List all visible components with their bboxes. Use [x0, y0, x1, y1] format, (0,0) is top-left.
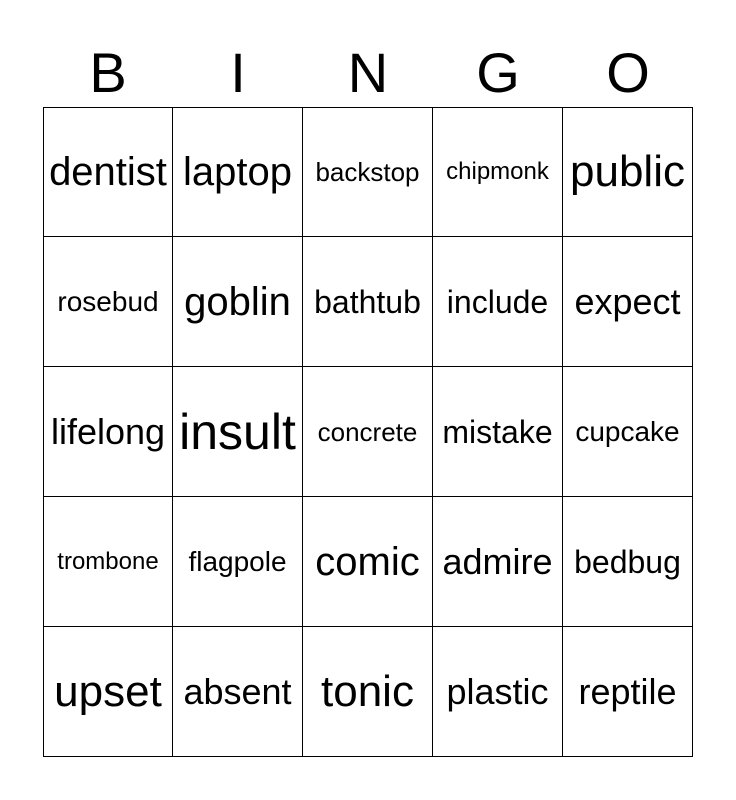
bingo-cell[interactable]: admire	[433, 497, 563, 627]
bingo-cell[interactable]: chipmonk	[433, 107, 563, 237]
bingo-cell[interactable]: rosebud	[43, 237, 173, 367]
bingo-cell[interactable]: comic	[303, 497, 433, 627]
bingo-board	[43, 107, 693, 757]
bingo-cell[interactable]: flagpole	[173, 497, 303, 627]
bingo-cell[interactable]: expect	[563, 237, 693, 367]
bingo-cell[interactable]: mistake	[433, 367, 563, 497]
bingo-cell[interactable]: concrete	[303, 367, 433, 497]
bingo-cell[interactable]: bathtub	[303, 237, 433, 367]
bingo-cell[interactable]: bedbug	[563, 497, 693, 627]
bingo-cell[interactable]: laptop	[173, 107, 303, 237]
bingo-cell[interactable]: absent	[173, 627, 303, 757]
bingo-cell[interactable]: tonic	[303, 627, 433, 757]
bingo-cell[interactable]: goblin	[173, 237, 303, 367]
bingo-cell[interactable]: plastic	[433, 627, 563, 757]
header-letter-o: O	[606, 41, 650, 104]
header-letter-i: I	[230, 41, 246, 104]
header-letter-b: B	[89, 41, 127, 104]
bingo-cell[interactable]: include	[433, 237, 563, 367]
bingo-cell[interactable]: backstop	[303, 107, 433, 237]
bingo-cell[interactable]: public	[563, 107, 693, 237]
bingo-cell[interactable]: upset	[43, 627, 173, 757]
bingo-cell[interactable]: dentist	[43, 107, 173, 237]
bingo-header	[43, 40, 693, 106]
header-letter-n: N	[347, 41, 389, 104]
bingo-cell[interactable]: cupcake	[563, 367, 693, 497]
bingo-cell[interactable]: insult	[173, 367, 303, 497]
bingo-cell[interactable]: trombone	[43, 497, 173, 627]
bingo-cell[interactable]: reptile	[563, 627, 693, 757]
header-letter-g: G	[476, 41, 520, 104]
bingo-cell[interactable]: lifelong	[43, 367, 173, 497]
